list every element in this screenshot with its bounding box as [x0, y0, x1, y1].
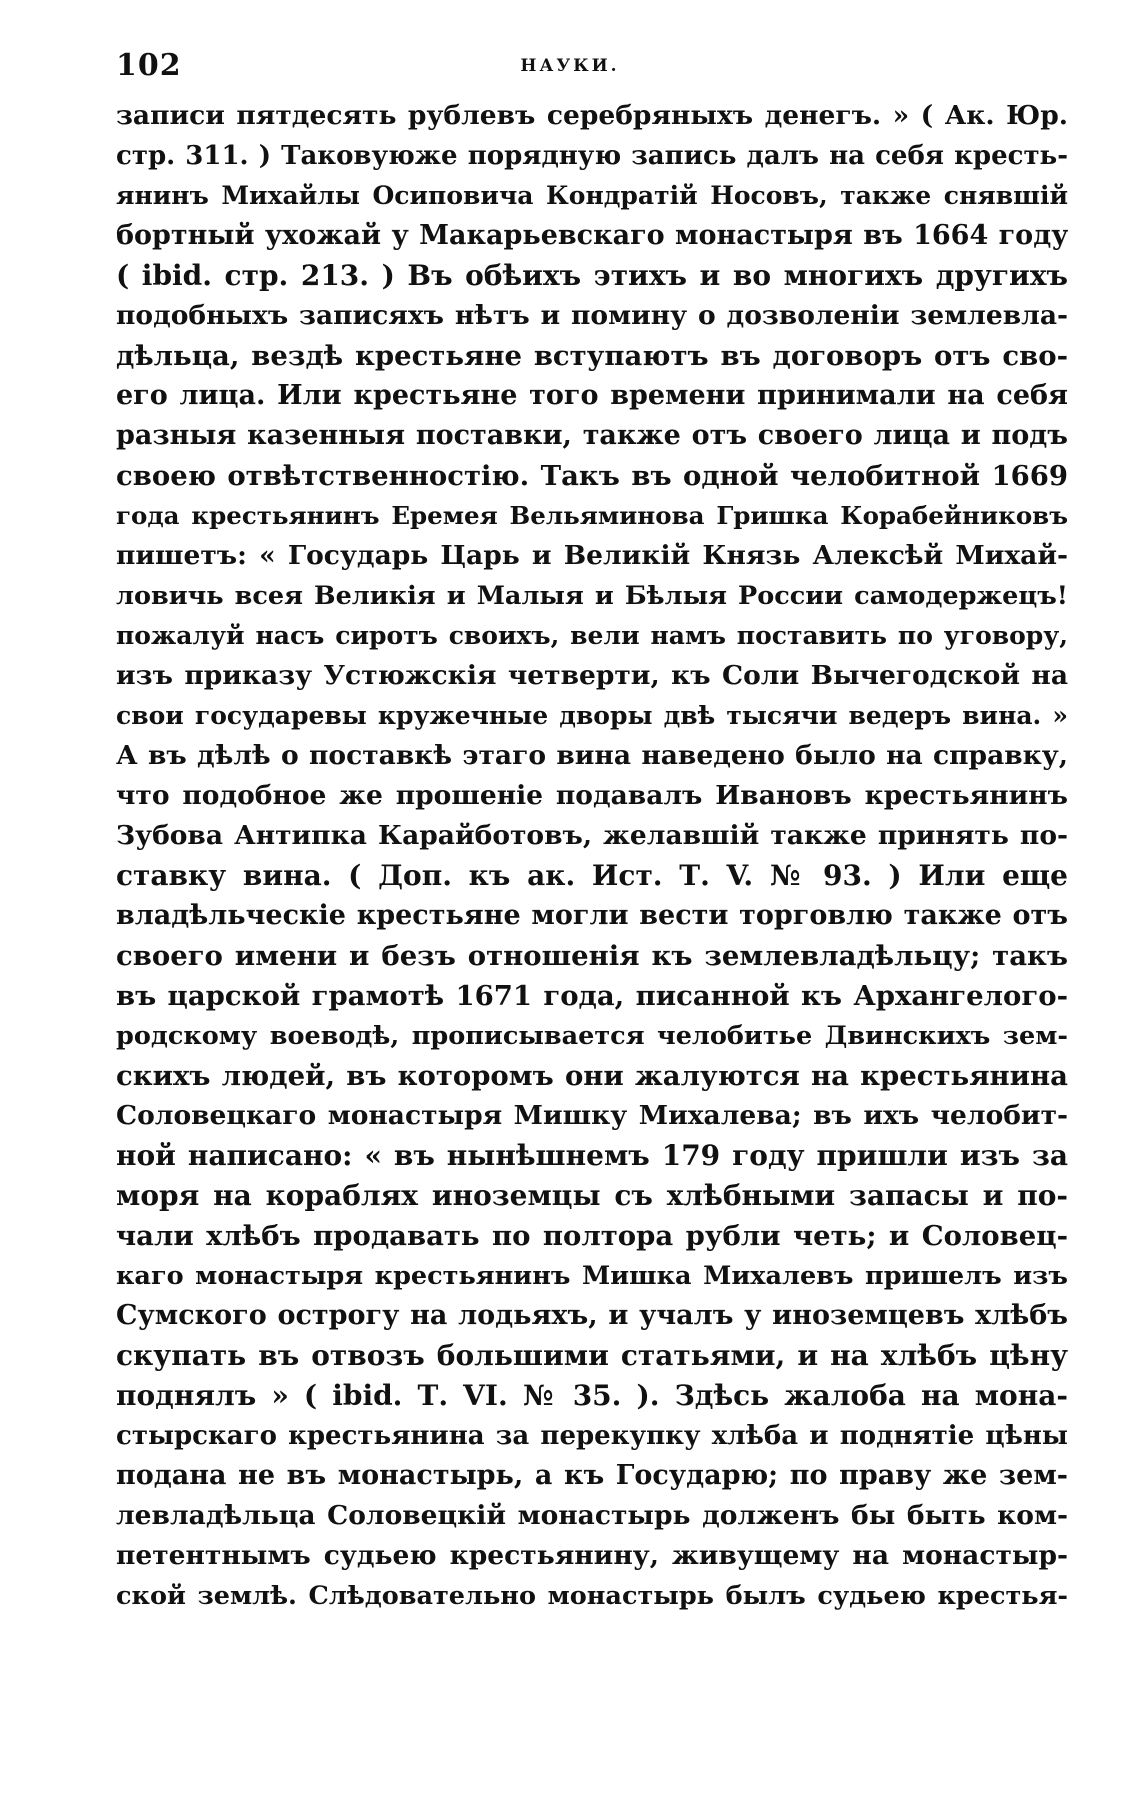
text-line: своею отвѣтственностію. Такъ въ одной челобитной 1669 [116, 460, 1068, 492]
text-line: владѣльческіе крестьяне могли вести торговлю также отъ [116, 900, 1068, 931]
text-line: своего имени и безъ отношенія къ землевладѣльцу; такъ [116, 940, 1068, 972]
text-line: подобныхъ записяхъ нѣтъ и помину о дозволеніи землевла- [116, 300, 1068, 331]
text-line: стырскаго крестьянина за перекупку хлѣба и поднятіе цѣны [116, 1421, 1068, 1451]
text-line: ной написано: « въ нынѣшнемъ 179 году пришли изъ за [116, 1139, 1068, 1172]
page-number: 102 [116, 48, 182, 83]
text-line: Зубова Антипка Карайботовъ, желавшій также принять по- [116, 820, 1068, 851]
text-line: года крестьянинъ Еремея Вельяминова Гришка Корабейниковъ [116, 501, 1068, 530]
text-line: пожалуй насъ сиротъ своихъ, вели намъ поставить по уговору, [116, 621, 1068, 650]
text-line: его лица. Или крестьяне того времени принимали на себя [116, 380, 1068, 411]
text-line: левладѣльца Соловецкій монастырь долженъ бы быть ком- [116, 1500, 1068, 1531]
body-text [116, 96, 1068, 1616]
text-line: что подобное же прошеніе подавалъ Ивановъ крестьянинъ [116, 780, 1068, 811]
text-line: въ царской грамотѣ 1671 года, писанной къ Архангелого- [116, 980, 1068, 1012]
text-line: скихъ людей, въ которомъ они жалуются на крестьянина [116, 1060, 1068, 1092]
text-line: подана не въ монастырь, а къ Государю; по праву же зем- [116, 1460, 1068, 1491]
text-line: янинъ Михайлы Осиповича Кондратій Носовъ, также снявшій [116, 181, 1068, 210]
text-line: ставку вина. ( Доп. къ ак. Ист. Т. V. № 93. ) Или еще [116, 859, 1068, 892]
text-line: изъ приказу Устюжскія четверти, къ Соли Вычегодской на [116, 660, 1068, 691]
text-line: разныя казенныя поставки, также отъ своего лица и подъ [116, 420, 1068, 451]
text-line: свои государевы кружечные дворы двѣ тысячи ведеръ вина. » [116, 701, 1068, 730]
text-line: стр. 311. ) Таковуюже порядную запись далъ на себя кресть- [116, 141, 1068, 171]
text-line: чали хлѣбъ продавать по полтора рубли четь; и Соловец- [116, 1220, 1068, 1252]
text-line: каго монастыря крестьянинъ Мишка Михалевъ пришелъ изъ [116, 1261, 1068, 1291]
text-line: дѣльца, вездѣ крестьяне вступаютъ въ договоръ отъ сво- [116, 340, 1068, 372]
text-line: ской землѣ. Слѣдовательно монастырь былъ судьею крестья- [116, 1581, 1068, 1611]
text-line: А въ дѣлѣ о поставкѣ этаго вина наведено было на справку, [116, 740, 1068, 771]
text-line: петентнымъ судьею крестьянину, живущему на монастыр- [116, 1540, 1068, 1571]
text-line: родскому воеводѣ, прописывается челобитье Двинскихъ зем- [116, 1021, 1068, 1051]
text-line: ловичь всея Великія и Малыя и Бѣлыя России самодержецъ! [116, 581, 1068, 611]
text-line: моря на кораблях иноземцы съ хлѣбными запасы и по- [116, 1179, 1068, 1212]
text-line: записи пятдесять рублевъ серебряныхъ денегъ. » ( Ак. Юр. [116, 100, 1068, 131]
text-line: ( ibid. стр. 213. ) Въ обѣихъ этихъ и во многихъ другихъ [116, 259, 1068, 292]
text-line: скупать въ отвозъ большими статьями, и на хлѣбъ цѣну [116, 1339, 1068, 1372]
running-head: НАУКИ. [520, 56, 620, 76]
text-line: бортный ухожай у Макарьевскаго монастыря въ 1664 году [116, 220, 1068, 251]
text-line: Соловецкаго монастыря Мишку Михалева; въ ихъ челобит- [116, 1100, 1068, 1131]
text-line: поднялъ » ( ibid. Т. VI. № 35. ). Здѣсь жалоба на мона- [116, 1379, 1068, 1412]
text-line: Сумского острогу на лодьяхъ, и учалъ у иноземцевъ хлѣбъ [116, 1300, 1068, 1331]
text-line: пишетъ: « Государь Царь и Великій Князь Алексѣй Михай- [116, 540, 1068, 571]
